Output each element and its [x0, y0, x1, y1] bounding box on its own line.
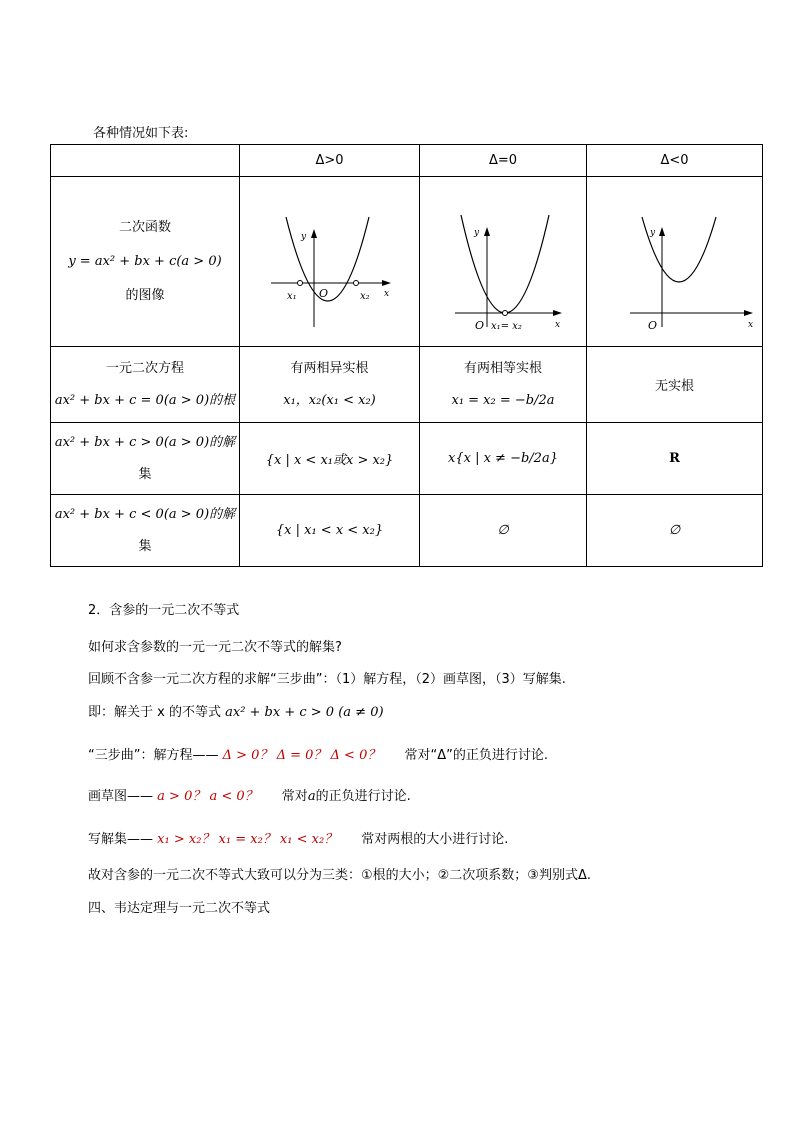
gt-delta-positive: {x | x < x₁或x > x₂}: [240, 423, 420, 495]
paragraph-inequality: [88, 701, 384, 720]
section-heading-4: 四、韦达定理与一元二次不等式: [88, 901, 271, 916]
p7-suffix: 常对两根的大小进行讨论.: [361, 832, 509, 847]
header-empty: [51, 145, 240, 177]
x-axis-arrow: [553, 310, 562, 316]
section-heading-2: 2．含参的一元二次不等式: [88, 603, 240, 618]
root-x1-label: x₁: [286, 291, 297, 302]
p7-prefix: 写解集——: [88, 832, 154, 847]
graph-label-formula: y = ax² + bx + c(a > 0): [68, 253, 222, 269]
parabola-curve: [642, 217, 716, 282]
p4-formula: ax² + bx + c > 0 (a ≠ 0): [225, 705, 384, 720]
y-axis-label: y: [649, 228, 655, 238]
lt-row-label: [51, 495, 240, 567]
table-row-gt: [51, 423, 763, 495]
paragraph-question: 如何求含参数的一元一元二次不等式的解集?: [88, 640, 342, 655]
lt-label-line2: 集: [138, 538, 152, 554]
header-delta-zero: Δ=0: [420, 145, 587, 177]
p7-formula: x₁ > x₂？ x₁ = x₂？ x₁ < x₂？: [157, 832, 338, 847]
double-root-label: x₁= x₂: [490, 321, 522, 332]
root-x2-label: x₂: [359, 291, 370, 302]
graph-delta-positive: [240, 177, 420, 347]
roots-c1-line2: x₁，x₂(x₁ < x₂): [283, 392, 376, 408]
p6-formula: a > 0？ a < 0？: [157, 789, 258, 804]
roots-c1-line1: 有两相异实根: [290, 360, 369, 376]
roots-label-formula: ax² + bx + c = 0(a > 0)的根: [54, 392, 236, 408]
y-axis-label: y: [300, 232, 306, 242]
graph-label-line3: 的图像: [125, 287, 165, 303]
paragraph-write-set: [88, 828, 508, 847]
lt-delta-negative: ∅: [587, 495, 763, 567]
gt-label-line2: 集: [138, 466, 152, 482]
origin-label: O: [647, 319, 657, 332]
header-delta-negative: Δ<0: [587, 145, 763, 177]
roots-c2-line1: 有两相等实根: [463, 360, 542, 376]
origin-label: O: [474, 319, 484, 332]
p5-formula: Δ > 0？ Δ = 0？ Δ < 0？: [222, 748, 381, 763]
table-header-row: [51, 145, 763, 177]
y-axis-arrow: [484, 227, 490, 236]
roots-delta-positive: [240, 347, 420, 423]
gt-label-line1: ax² + bx + c > 0(a > 0)的解: [54, 434, 236, 450]
graph-label-line1: 二次函数: [118, 219, 171, 235]
parabola-no-roots: [588, 177, 762, 342]
roots-c2-line2: x₁ = x₂ = −b/2a: [451, 392, 555, 408]
p5-suffix: 常对“Δ”的正负进行讨论.: [404, 748, 548, 763]
roots-row-label: [51, 347, 240, 423]
paragraph-solve-equation: [88, 744, 548, 763]
paragraph-sketch: [88, 785, 411, 804]
quadratic-summary-table: [50, 144, 763, 567]
origin-label: O: [318, 287, 328, 300]
x-axis-label: x: [747, 320, 753, 330]
y-axis-arrow: [659, 227, 665, 236]
gt-delta-zero: x{x | x ≠ −b/2a}: [420, 423, 587, 495]
roots-delta-zero: [420, 347, 587, 423]
p6-a: a: [307, 789, 316, 804]
p6-mid: 常对: [281, 789, 308, 804]
table-row-lt: [51, 495, 763, 567]
header-delta-positive: Δ>0: [240, 145, 420, 177]
graph-row-label: [51, 177, 240, 347]
lt-label-line1: ax² + bx + c < 0(a > 0)的解: [54, 506, 236, 522]
intro-text: 各种情况如下表:: [93, 126, 189, 141]
lt-delta-positive: {x | x₁ < x < x₂}: [240, 495, 420, 567]
p5-prefix: “三步曲”：解方程——: [88, 748, 219, 763]
roots-delta-negative: 无实根: [587, 347, 763, 423]
lt-delta-zero: ∅: [420, 495, 587, 567]
p6-prefix: 画草图——: [88, 789, 154, 804]
paragraph-three-steps: 回顾不含参一元二次方程的求解“三步曲”：（1）解方程，（2）画草图，（3）写解集.: [88, 672, 566, 687]
graph-delta-negative: [587, 177, 763, 347]
y-axis-label: y: [473, 228, 479, 238]
table-row-roots: [51, 347, 763, 423]
x-axis-arrow: [744, 310, 753, 316]
p6-suffix: 的正负进行讨论.: [315, 789, 411, 804]
parabola-double-root: [421, 177, 586, 342]
graph-delta-zero: [420, 177, 587, 347]
parabola-two-roots: [241, 177, 419, 342]
x-axis-label: x: [554, 320, 560, 330]
double-root-point: [502, 311, 507, 316]
p4-prefix: 即：解关于 x 的不等式: [88, 705, 221, 720]
table-row-graph: [51, 177, 763, 347]
gt-delta-negative: R: [587, 423, 763, 495]
paragraph-three-types: 故对含参的一元二次不等式大致可以分为三类：①根的大小；②二次项系数；③判别式Δ.: [88, 868, 591, 883]
roots-label-line1: 一元二次方程: [105, 360, 184, 376]
gt-row-label: [51, 423, 240, 495]
x-axis-label: x: [383, 289, 389, 299]
